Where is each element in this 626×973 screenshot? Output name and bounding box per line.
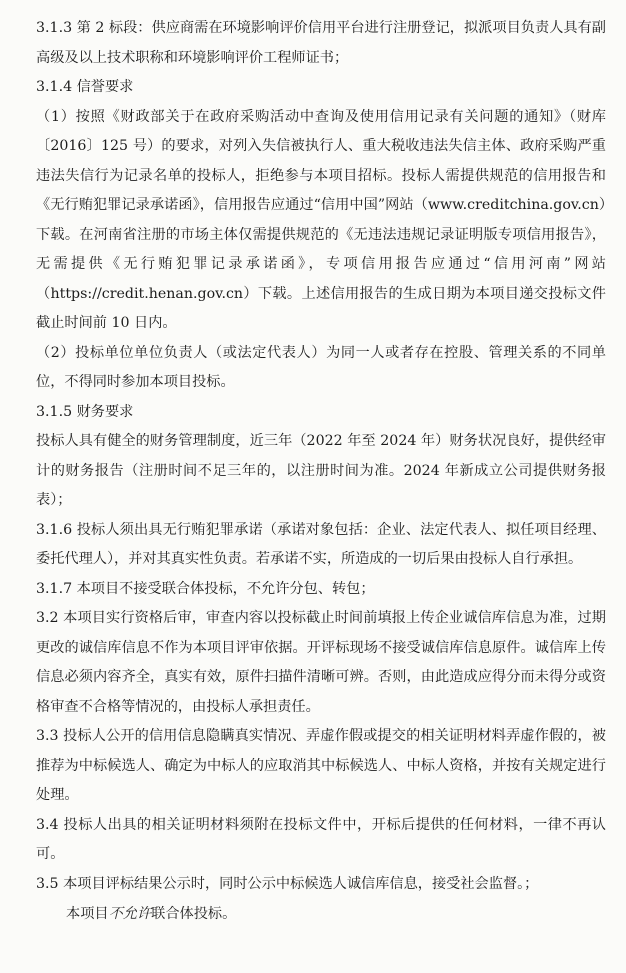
paragraph-credit-2: （2）投标单位单位负责人（或法定代表人）为同一人或者存在控股、管理关系的不同单位，不得同时参加本项目投标。 xyxy=(36,344,606,390)
note-after: 联合体投标。 xyxy=(151,906,237,922)
paragraph-credit-1: （1）按照《财政部关于在政府采购活动中查询及使用信用记录有关问题的通知》（财库〔2016〕125 号）的要求，对列入失信被执行人、重大税收违法失信主体、政府采购严重违法失信行为记录名单的投标人，拒绝参与本项目招标。投标人需提供规范的信用报告和《无行贿犯罪记录承诺函》，信用报告应通过“信用中国”网站（www.creditchina.gov.cn）下载。在河南省注册的市场主体仅需提供规范的《无违法违规记录证明版专项信用报告》，无需提供《无行贿犯罪记录承诺函》，专项信用报告应通过“信用河南”网站（https://credit.henan.gov.cn）下载。上述信用报告的生成日期为本项目递交投标文件截止时间前 10 日内。 xyxy=(36,108,606,331)
paragraph-3-1-6: 3.1.6 投标人须出具无行贿犯罪承诺（承诺对象包括：企业、法定代表人、拟任项目经理、委托代理人），并对其真实性负责。若承诺不实，所造成的一切后果由投标人自行承担。 xyxy=(36,521,606,567)
heading-3-1-4: 3.1.4 信誉要求 xyxy=(36,79,134,95)
paragraph-3-1-3: 3.1.3 第 2 标段：供应商需在环境影响评价信用平台进行注册登记，拟派项目负责人具有副高级及以上技术职称和环境影响评价工程师证书； xyxy=(36,20,606,66)
handwritten-note xyxy=(66,900,236,930)
note-handwritten: 不允许 xyxy=(108,906,152,922)
document-body xyxy=(36,14,606,899)
paragraph-3-1-7: 3.1.7 本项目不接受联合体投标，不允许分包、转包； xyxy=(36,580,375,597)
note-before: 本项目 xyxy=(66,906,109,922)
paragraph-3-3: 3.3 投标人公开的信用信息隐瞒真实情况、弄虚作假或提交的相关证明材料弄虚作假的，被推荐为中标候选人、确定为中标人的应取消其中标候选人、中标人资格，并按有关规定进行处理。 xyxy=(36,728,606,803)
paragraph-3-4: 3.4 投标人出具的相关证明材料须附在投标文件中，开标后提供的任何材料，一律不再认可。 xyxy=(36,816,606,862)
paragraph-finance: 投标人具有健全的财务管理制度，近三年（2022 年至 2024 年）财务状况良好，提供经审计的财务报告（注册时间不足三年的，以注册时间为准。2024 年新成立公司提供财务报表）； xyxy=(36,433,606,508)
paragraph-3-5: 3.5 本项目评标结果公示时，同时公示中标候选人诚信库信息，接受社会监督。； xyxy=(36,875,539,892)
paragraph-3-2: 3.2 本项目实行资格后审，审查内容以投标截止时间前填报上传企业诚信库信息为准，过期更改的诚信库信息不作为本项目评审依据。开评标现场不接受诚信库信息原件。诚信库上传信息必须内容齐全，真实有效，原件扫描件清晰可辨。否则，由此造成应得分而未得分或资格审查不合格等情况的，由投标人承担责任。 xyxy=(36,610,606,715)
heading-3-1-5: 3.1.5 财务要求 xyxy=(36,403,134,420)
